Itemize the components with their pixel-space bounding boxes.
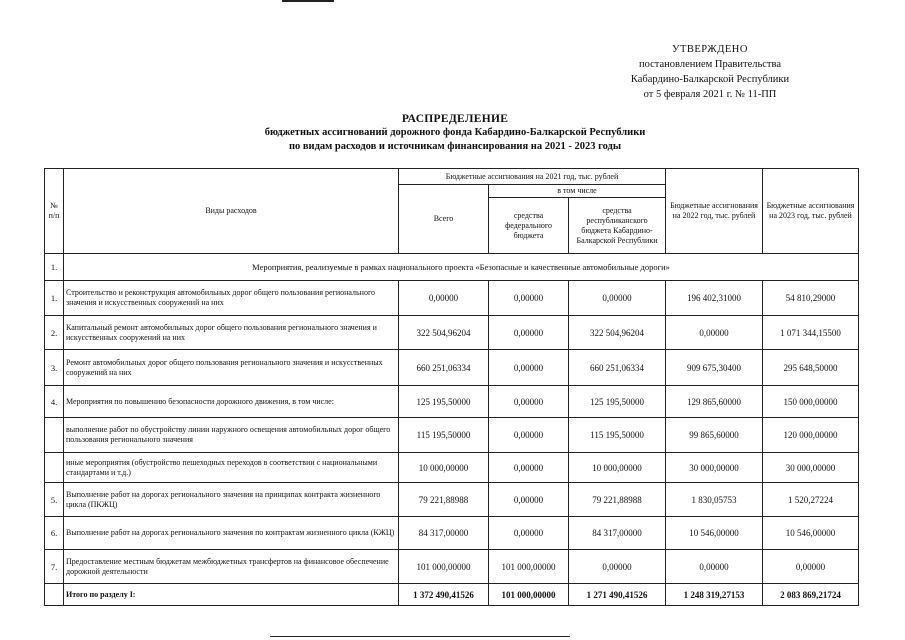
row-total: 79 221,88988	[399, 483, 489, 517]
header-including: в том числе	[489, 185, 666, 198]
row-federal: 0,00000	[489, 316, 569, 350]
row-federal: 0,00000	[489, 483, 569, 517]
row-description: Строительство и реконструкция автомобильных дорог общего пользования регионального значения и искусственных сооружений на них	[64, 281, 399, 316]
row-2023: 1 071 344,15500	[763, 316, 859, 350]
section-title: Мероприятия, реализуемые в рамках национального проекта «Безопасные и качественные автомобильные дороги»	[64, 254, 859, 281]
row-republic: 115 195,50000	[569, 418, 666, 453]
row-republic: 10 000,00000	[569, 453, 666, 483]
row-num: 1.	[45, 281, 64, 316]
header-2022: Бюджетные ассигнования на 2022 год, тыс. рублей	[666, 169, 763, 254]
row-federal: 101 000,00000	[489, 550, 569, 584]
row-num	[45, 418, 64, 453]
row-2023: 1 520,27224	[763, 483, 859, 517]
header-2021: Бюджетные ассигнования на 2021 год, тыс. рублей	[399, 169, 666, 185]
total-2023: 2 083 869,21724	[763, 584, 859, 606]
approval-line: Кабардино-Балкарской Республики	[630, 74, 790, 85]
table-row	[45, 350, 859, 386]
row-federal: 0,00000	[489, 517, 569, 550]
row-total: 115 195,50000	[399, 418, 489, 453]
row-2023: 0,00000	[763, 550, 859, 584]
scan-mark-top	[282, 0, 334, 2]
row-2022: 10 546,00000	[666, 517, 763, 550]
row-total: 101 000,00000	[399, 550, 489, 584]
table-row	[45, 517, 859, 550]
row-2023: 120 000,00000	[763, 418, 859, 453]
row-description: Ремонт автомобильных дорог общего пользования регионального значения и искусственных сооружений на них	[64, 350, 399, 386]
row-description: Выполнение работ на дорогах регионального значения по контрактам жизненного цикла (КЖЦ)	[64, 517, 399, 550]
header-2023: Бюджетные ассигнования на 2023 год, тыс. рублей	[763, 169, 859, 254]
row-total: 0,00000	[399, 281, 489, 316]
table-row	[45, 418, 859, 453]
total-2022: 1 248 319,27153	[666, 584, 763, 606]
header-total: Всего	[399, 185, 489, 254]
row-federal: 0,00000	[489, 350, 569, 386]
row-total: 660 251,06334	[399, 350, 489, 386]
row-2022: 909 675,30400	[666, 350, 763, 386]
row-2023: 10 546,00000	[763, 517, 859, 550]
row-total: 10 000,00000	[399, 453, 489, 483]
row-republic: 660 251,06334	[569, 350, 666, 386]
row-description: Выполнение работ на дорогах регионального значения на принципах контракта жизненного цикла (ПКЖЦ)	[64, 483, 399, 517]
row-2022: 99 865,60000	[666, 418, 763, 453]
approval-line: УТВЕРЖДЕНО	[672, 44, 748, 55]
row-description: Мероприятия по повышению безопасности дорожного движения, в том числе:	[64, 386, 399, 418]
header-republic: средства республиканского бюджета Кабардино-Балкарской Республики	[569, 198, 666, 254]
row-federal: 0,00000	[489, 386, 569, 418]
title-line: РАСПРЕДЕЛЕНИЕ	[401, 113, 509, 125]
row-republic: 0,00000	[569, 281, 666, 316]
table-row	[45, 550, 859, 584]
row-num: 3.	[45, 350, 64, 386]
document-title	[150, 112, 760, 154]
table-row	[45, 483, 859, 517]
row-num	[45, 453, 64, 483]
row-2023: 295 648,50000	[763, 350, 859, 386]
row-total: 125 195,50000	[399, 386, 489, 418]
row-federal: 0,00000	[489, 418, 569, 453]
row-description: выполнение работ по обустройству линии наружного освещения автомобильных дорог общего пользования регионального значения	[64, 418, 399, 453]
row-num: 6.	[45, 517, 64, 550]
row-federal: 0,00000	[489, 281, 569, 316]
row-total: 322 504,96204	[399, 316, 489, 350]
table-row	[45, 316, 859, 350]
header-kind: Виды расходов	[64, 169, 399, 254]
row-2023: 150 000,00000	[763, 386, 859, 418]
row-2022: 1 830,05753	[666, 483, 763, 517]
header-num: № п/п	[45, 169, 64, 254]
row-federal: 0,00000	[489, 453, 569, 483]
title-line: по видам расходов и источникам финансирования на 2021 - 2023 годы	[288, 141, 622, 152]
row-republic: 322 504,96204	[569, 316, 666, 350]
row-2022: 196 402,31000	[666, 281, 763, 316]
row-description: Капитальный ремонт автомобильных дорог общего пользования регионального значения и искусственных сооружений на них	[64, 316, 399, 350]
total-num	[45, 584, 64, 606]
row-num: 7.	[45, 550, 64, 584]
scan-mark-bottom	[270, 636, 570, 637]
row-2022: 0,00000	[666, 550, 763, 584]
approval-block	[600, 42, 820, 102]
row-num: 4.	[45, 386, 64, 418]
row-num: 5.	[45, 483, 64, 517]
row-2023: 30 000,00000	[763, 453, 859, 483]
allocation-table	[44, 168, 859, 606]
row-2022: 129 865,60000	[666, 386, 763, 418]
total-federal: 101 000,00000	[489, 584, 569, 606]
row-2022: 0,00000	[666, 316, 763, 350]
total-label: Итого по разделу I:	[64, 584, 399, 606]
approval-line: постановлением Правительства	[638, 59, 781, 70]
table-row	[45, 453, 859, 483]
row-2022: 30 000,00000	[666, 453, 763, 483]
row-description: Предоставление местным бюджетам межбюджетных трансфертов на финансовое обеспечение дорожной деятельности	[64, 550, 399, 584]
title-line: бюджетных ассигнований дорожного фонда Кабардино-Балкарской Республики	[264, 127, 646, 138]
header-federal: средства федерального бюджета	[489, 198, 569, 254]
table-row	[45, 386, 859, 418]
section-num: 1.	[45, 254, 64, 281]
approval-line: от 5 февраля 2021 г. № 11-ПП	[643, 89, 777, 100]
row-republic: 125 195,50000	[569, 386, 666, 418]
row-description: иные мероприятия (обустройство пешеходных переходов в соответствии с национальными стандартами и т.д.)	[64, 453, 399, 483]
row-2023: 54 810,29000	[763, 281, 859, 316]
row-num: 2.	[45, 316, 64, 350]
table-row	[45, 281, 859, 316]
row-republic: 79 221,88988	[569, 483, 666, 517]
row-total: 84 317,00000	[399, 517, 489, 550]
row-republic: 0,00000	[569, 550, 666, 584]
total-republic: 1 271 490,41526	[569, 584, 666, 606]
row-republic: 84 317,00000	[569, 517, 666, 550]
total-all: 1 372 490,41526	[399, 584, 489, 606]
